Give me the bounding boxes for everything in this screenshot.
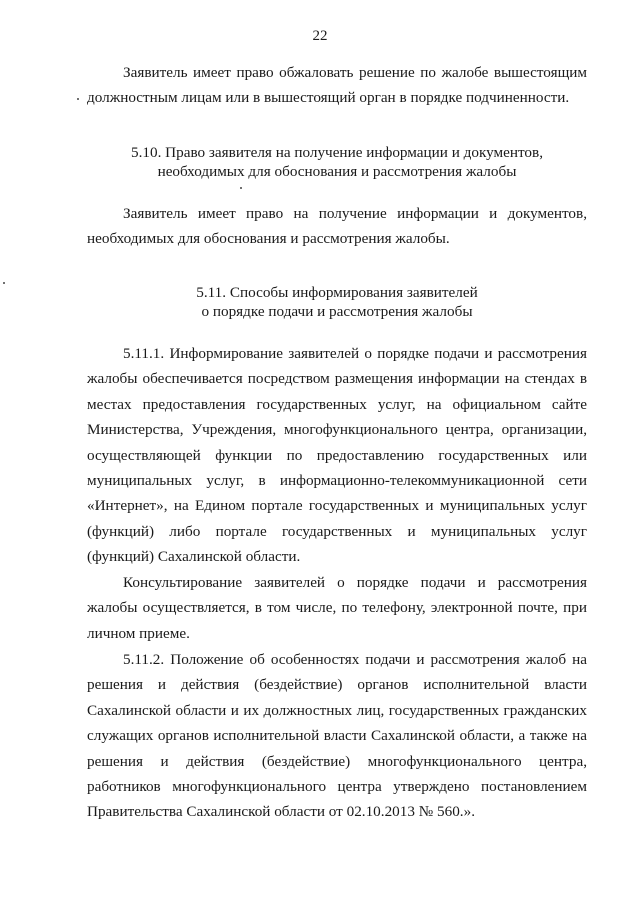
paragraph-text: Консультирование заявителей о порядке подачи и рассмотрения жалобы осуществляется, в том числе, по телефону, электронной почте, при личном приеме. bbox=[87, 574, 587, 642]
paragraph-regulation bbox=[87, 647, 587, 825]
scan-speck bbox=[77, 98, 79, 100]
paragraph-informing bbox=[87, 341, 587, 570]
section-heading-5-11 bbox=[87, 283, 587, 321]
paragraph-text: Заявитель имеет право обжаловать решение по жалобе вышестоящим должностным лицам или в вышестоящий орган в порядке подчиненности. bbox=[87, 64, 587, 107]
heading-line: о порядке подачи и рассмотрения жалобы bbox=[201, 303, 473, 320]
heading-line: 5.11. Способы информирования заявителей bbox=[196, 284, 478, 301]
paragraph-text: Заявитель имеет право на получение информации и документов, необходимых для обоснования и рассмотрения жалобы. bbox=[87, 205, 587, 248]
paragraph-info-right bbox=[87, 201, 587, 252]
paragraph-text: 5.11.2. Положение об особенностях подачи и рассмотрения жалоб на решения и действия (бездействие) органов исполнительной власти Сахалинской области и их должностных лиц, государственных гражданских служащих органов исполнительной власти Сахалинской области, а также на решения и действия (бездействие) многофункционального центра, работников многофункционального центра утверждено постановлением Правительства Сахалинской области от 02.10.2013 № 560.». bbox=[87, 651, 587, 821]
heading-line: необходимых для обоснования и рассмотрения жалобы bbox=[157, 163, 517, 180]
scan-speck bbox=[3, 282, 5, 284]
paragraph-text: 5.11.1. Информирование заявителей о порядке подачи и рассмотрения жалобы обеспечивается посредством размещения информации на стендах в местах предоставления государственных услуг, на официальном сайте Министерства, Учреждения, многофункционального центра, организации, осуществляющей функции по предоставлению государственных или муниципальных услуг, в информационно-телекоммуникационной сети «Интернет», на Едином портале государственных и муниципальных услуг (функций) либо портале государственных и муниципальных услуг (функций) Сахалинской области. bbox=[87, 345, 587, 566]
heading-line: 5.10. Право заявителя на получение информации и документов, bbox=[131, 144, 543, 161]
page-number: 22 bbox=[312, 28, 328, 44]
paragraph-appeal-right bbox=[87, 60, 587, 111]
scan-speck bbox=[240, 187, 242, 189]
section-heading-5-10 bbox=[87, 143, 587, 181]
paragraph-consulting bbox=[87, 570, 587, 646]
